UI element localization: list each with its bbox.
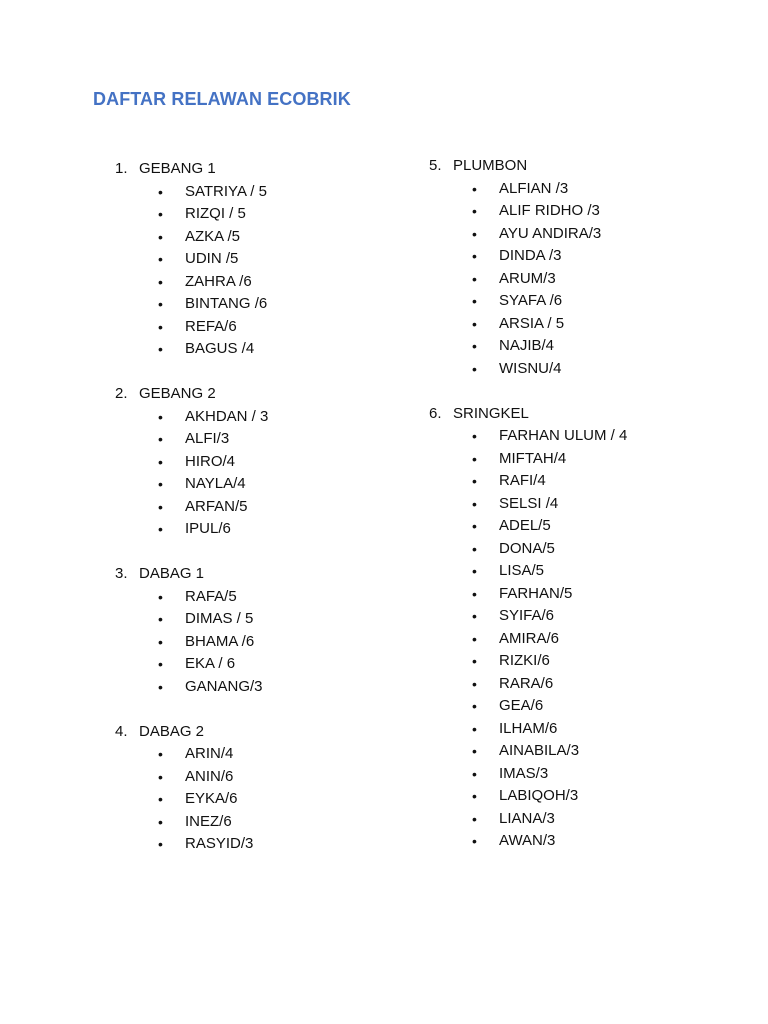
bullet-icon: • — [472, 360, 477, 377]
bullet-icon: • — [158, 791, 163, 807]
bullet-icon: • — [472, 270, 477, 287]
bullet-icon: • — [472, 810, 477, 827]
volunteer-entry: LABIQOH/3 — [499, 787, 579, 804]
volunteer-entry: ILHAM/6 — [499, 719, 558, 737]
bullet-icon: • — [472, 450, 477, 467]
bullet-icon: • — [158, 453, 163, 470]
group-name: SRINGKEL — [453, 404, 529, 422]
bullet-icon: • — [158, 341, 163, 357]
volunteer-entry: LIANA/3 — [499, 809, 555, 827]
bullet-icon: • — [472, 428, 477, 444]
group-name: GEBANG 1 — [139, 160, 216, 177]
bullet-icon: • — [158, 836, 163, 852]
group-name: PLUMBON — [453, 157, 528, 174]
group-name: GEBANG 2 — [139, 385, 216, 402]
bullet-icon: • — [158, 206, 163, 222]
group-number: 2. — [115, 385, 128, 402]
volunteer-entry: LISA/5 — [499, 562, 545, 579]
bullet-icon: • — [472, 788, 477, 804]
volunteer-entry: RAFA/5 — [185, 587, 237, 605]
volunteer-entry: MIFTAH/4 — [499, 449, 567, 467]
volunteer-entry: DIMAS / 5 — [185, 610, 254, 627]
bullet-icon: • — [158, 498, 163, 515]
group-number: 4. — [115, 722, 128, 740]
bullet-icon: • — [472, 293, 477, 309]
volunteer-entry: FARHAN/5 — [499, 584, 573, 602]
volunteer-entry: EYKA/6 — [185, 790, 238, 807]
volunteer-entry: RIZKI/6 — [499, 652, 550, 669]
bullet-icon: • — [158, 431, 163, 447]
bullet-icon: • — [158, 183, 163, 200]
volunteer-entry: REFA/6 — [185, 317, 237, 335]
bullet-icon: • — [472, 698, 477, 714]
volunteer-entry: BINTANG /6 — [185, 295, 268, 312]
bullet-icon: • — [158, 611, 163, 627]
bullet-icon: • — [158, 678, 163, 695]
volunteer-entry: INEZ/6 — [185, 812, 232, 830]
volunteer-entry: ALFIAN /3 — [499, 179, 569, 197]
bullet-icon: • — [472, 630, 477, 647]
bullet-icon: • — [158, 228, 163, 245]
bullet-icon: • — [472, 653, 477, 669]
volunteer-entry: WISNU/4 — [499, 359, 562, 377]
volunteer-entry: DONA/5 — [499, 539, 555, 557]
bullet-icon: • — [472, 495, 477, 512]
volunteer-entry: BAGUS /4 — [185, 340, 255, 357]
volunteer-entry: SELSI /4 — [499, 494, 559, 512]
volunteer-entry: GANANG/3 — [185, 677, 263, 695]
group-name: DABAG 2 — [139, 722, 205, 740]
bullet-icon: • — [472, 248, 477, 264]
bullet-icon: • — [472, 338, 477, 354]
volunteer-entry: GEA/6 — [499, 697, 544, 714]
volunteer-entry: RIZQI / 5 — [185, 205, 246, 222]
volunteer-entry: ZAHRA /6 — [185, 272, 252, 290]
bullet-icon: • — [472, 540, 477, 557]
bullet-icon: • — [472, 203, 477, 219]
bullet-icon: • — [472, 225, 477, 242]
bullet-icon: • — [472, 315, 477, 332]
volunteer-entry: AMIRA/6 — [499, 629, 560, 647]
volunteer-entry: SATRIYA / 5 — [185, 182, 267, 200]
bullet-icon: • — [472, 180, 477, 197]
group-number: 6. — [429, 404, 442, 422]
volunteer-entry: NAJIB/4 — [499, 337, 555, 354]
volunteer-entry: AYU ANDIRA/3 — [499, 224, 602, 242]
bullet-icon: • — [158, 296, 163, 312]
group-number: 5. — [429, 157, 442, 174]
bullet-icon: • — [472, 720, 477, 737]
volunteer-entry: RARA/6 — [499, 674, 554, 692]
bullet-icon: • — [472, 585, 477, 602]
bullet-icon: • — [472, 518, 477, 534]
bullet-icon: • — [158, 251, 163, 267]
bullet-icon: • — [472, 765, 477, 782]
volunteer-entry: ARSIA / 5 — [499, 314, 565, 332]
bullet-icon: • — [472, 608, 477, 624]
bullet-icon: • — [158, 476, 163, 492]
volunteer-entry: RASYID/3 — [185, 835, 254, 852]
group-number: 3. — [115, 565, 128, 582]
bullet-icon: • — [158, 408, 163, 425]
volunteer-entry: AWAN/3 — [499, 832, 556, 849]
volunteer-entry: SYAFA /6 — [499, 292, 563, 309]
bullet-icon: • — [158, 318, 163, 335]
volunteer-entry: ARFAN/5 — [185, 497, 248, 515]
bullet-icon: • — [472, 473, 477, 489]
volunteer-entry: AZKA /5 — [185, 227, 241, 245]
volunteer-entry: BHAMA /6 — [185, 632, 255, 650]
volunteer-entry: HIRO/4 — [185, 452, 236, 470]
volunteer-entry: ALIF RIDHO /3 — [499, 202, 600, 219]
volunteer-entry: UDIN /5 — [185, 250, 239, 267]
bullet-icon: • — [472, 743, 477, 759]
bullet-icon: • — [472, 833, 477, 849]
bullet-icon: • — [472, 563, 477, 579]
volunteer-entry: NAYLA/4 — [185, 475, 246, 492]
volunteer-entry: ADEL/5 — [499, 517, 551, 534]
volunteer-entry: IMAS/3 — [499, 764, 549, 782]
bullet-icon: • — [158, 746, 163, 762]
volunteer-entry: ANIN/6 — [185, 767, 234, 785]
volunteer-entry: IPUL/6 — [185, 520, 231, 537]
volunteer-entry: ARIN/4 — [185, 745, 234, 762]
volunteer-entry: DINDA /3 — [499, 247, 562, 264]
bullet-icon: • — [158, 656, 163, 672]
volunteer-entry: AINABILA/3 — [499, 742, 580, 759]
group-number: 1. — [115, 160, 128, 177]
volunteer-entry: FARHAN ULUM / 4 — [499, 427, 628, 444]
bullet-icon: • — [472, 675, 477, 692]
volunteer-entry: EKA / 6 — [185, 655, 236, 672]
volunteer-entry: SYIFA/6 — [499, 607, 555, 624]
bullet-icon: • — [158, 521, 163, 537]
bullet-icon: • — [158, 273, 163, 290]
volunteer-entry: ARUM/3 — [499, 269, 556, 287]
bullet-icon: • — [158, 813, 163, 830]
document-title: DAFTAR RELAWAN ECOBRIK — [93, 89, 351, 109]
volunteer-entry: AKHDAN / 3 — [185, 407, 269, 425]
bullet-icon: • — [158, 768, 163, 785]
volunteer-entry: ALFI/3 — [185, 430, 230, 447]
bullet-icon: • — [158, 633, 163, 650]
group-name: DABAG 1 — [139, 565, 205, 582]
bullet-icon: • — [158, 588, 163, 605]
volunteer-entry: RAFI/4 — [499, 472, 546, 489]
